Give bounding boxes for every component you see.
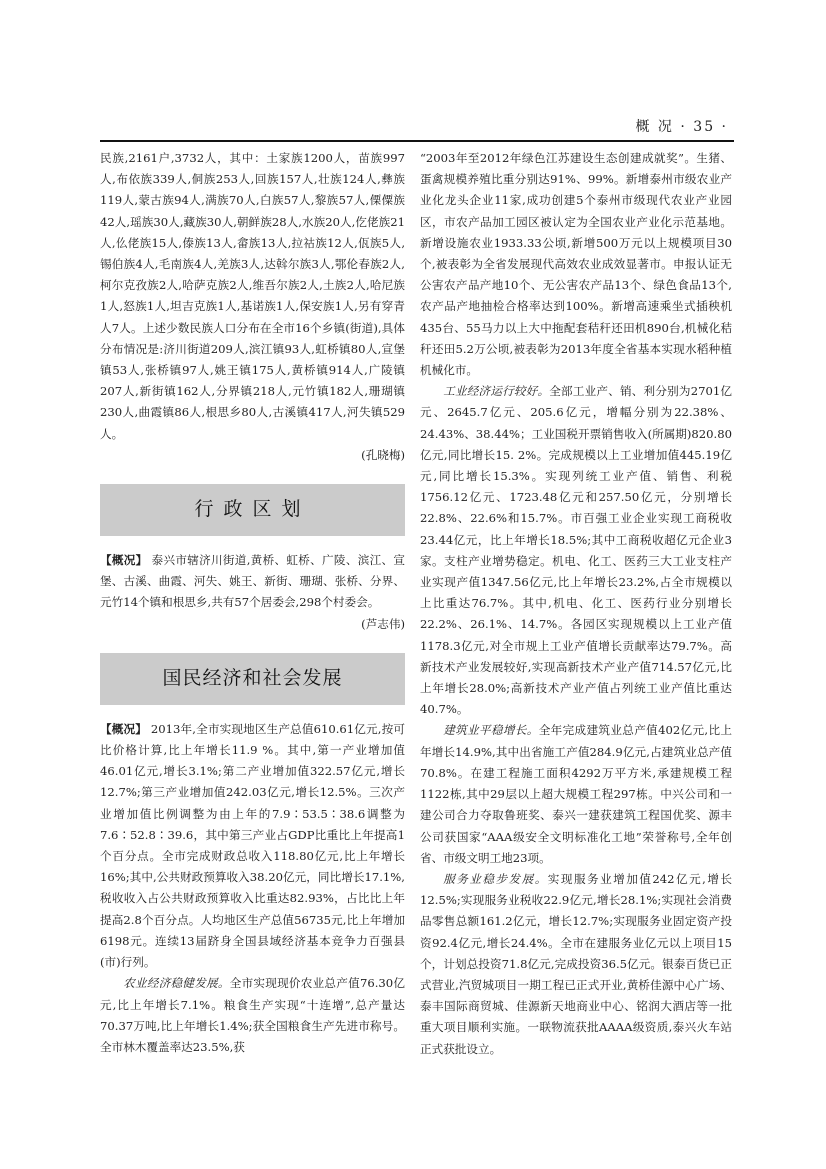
- construction-text: 全年完成建筑业总产值402亿元,比上年增长14.9%,其中出省施工产值284.9亿元,占建筑业总产值70.8%。在建工程施工面积4292万平方米,承建规模工程1122栋,其中29层以上超大规模工程297栋。中兴公司和一建公司合力夺取鲁班奖、泰兴一建获建筑工程国优奖、源丰公司获国家“AAA级安全文明标准化工地”荣誉称号,全年创省、市级文明工地23项。: [420, 723, 732, 865]
- overview-label: 【概况】: [100, 721, 147, 736]
- services-text: 实现服务业增加值242亿元,增长12.5%;实现服务业税收22.9亿元,增长28.1%;实现社会消费品零售总额161.2亿元，增长12.7%;实现服务业固定资产投资92.4亿元,增长24.4%。全市在建服务业亿元以上项目15个，计划总投资71.8亿元,完成投资36.5亿元。银泰百货已正式营业,汽贸城项目一期工程已正式开业,黄桥佳源中心广场、泰丰国际商贸城、佳源新天地商业中心、铭润大酒店等一批重大项目顺利实施。一联物流获批AAAA级资质,泰兴火车站正式获批设立。: [420, 871, 732, 1056]
- right-column: [420, 148, 732, 1060]
- subheading-services: 服务业稳步发展。: [443, 871, 548, 886]
- admin-division-paragraph: [100, 550, 405, 614]
- section-title: 国民经济和社会发展: [162, 667, 343, 690]
- agriculture-continued-paragraph: “2003年至2012年绿色江苏建设生态创建成就奖”。生猪、蛋禽规模养殖比重分别达91%、99%。新增泰州市级农业产业化龙头企业11家,成功创建5个泰州市级现代农业产业园区，市农产品加工园区被认定为全国农业产业化示范基地。新增设施农业1933.33公顷,新增500万元以上规模项目30个,被表彰为全省发展现代高效农业成效显著市。申报认证无公害农产品产地10个、无公害农产品13个、绿色食品13个,农产品产地抽检合格率达到100%。新增高速乘坐式插秧机435台、55马力以上大中拖配套秸秆还田机890台,机械化秸秆还田5.2万公顷,被表彰为2013年度全省基本实现水稻种植机械化市。: [420, 151, 732, 378]
- industry-text: 全部工业产、销、利分别为2701亿元、2645.7亿元、205.6亿元，增幅分别为22.38%、24.43%、38.44%；工业国税开票销售收入(所属期)820.80亿元,同比增长15. 2%。完成规模以上工业增加值445.19亿元,同比增长15.3%。实现列统工业产值、销售、利税1756.12亿元、1723.48亿元和257.50亿元，分别增长22.8%、22.6%和15.7%。市百强工业企业实现工商税收23.44亿元，比上年增长18.5%;其中工商税收超亿元企业3家。支柱产业增势稳定。机电、化工、医药三大工业支柱产业实现产值1347.56亿元,比上年增长23.2%,占全市规模以上比重达76.7%。其中,机电、化工、医药行业分别增长22.2%、26.1%、14.7%。各园区实现规模以上工业产值1178.3亿元,对全市规上工业产值增长贡献率达79.7%。高新技术产业发展较好,实现高新技术产业产值714.57亿元,比上年增长28.0%;高新技术产业产值占列统工业产值比重达40.7%。: [420, 384, 732, 717]
- left-column: [100, 148, 405, 1058]
- author-signature: (孔晓梅): [361, 447, 405, 462]
- overview-text: 2013年,全市实现地区生产总值610.61亿元,按可比价格计算,比上年增长11.9 %。其中,第一产业增加值46.01亿元,增长3.1%;第二产业增加值322.57亿元,增长12.7%;第三产业增加值242.03亿元,增长12.5%。三次产业增加值比例调整为由上年的7.9∶53.5∶38.6调整为7.6∶52.8∶39.6，其中第三产业占GDP比重比上年提高1个百分点。全市完成财政总收入118.80亿元,比上年增长16%;其中,公共财政预算收入38.20亿元，同比增长17.1%,税收收入占公共财政预算收入比重达82.93%，占比比上年提高2.8个百分点。人均地区生产总值56735元,比上年增加6198元。连续13届跻身全国县域经济基本竞争力百强县(市)行列。: [100, 721, 405, 970]
- subheading-construction: 建筑业平稳增长。: [443, 723, 539, 738]
- agriculture-paragraph: [100, 973, 405, 1058]
- economy-overview-paragraph: [100, 719, 405, 973]
- ethnic-paragraph: 民族,2161户,3732人，其中：土家族1200人，苗族997人,布依族339人,侗族253人,回族157人,壮族124人,彝族119人,蒙古族94人,满族70人,白族57人,黎族57人,傈僳族42人,瑶族30人,藏族30人,朝鲜族28人,水族20人,仡佬族21人,仫佬族15人,傣族13人,畲族13人,拉祜族12人,佤族5人,锡伯族4人,毛南族4人,羌族3人,达斡尔族3人,鄂伦春族2人,柯尔克孜族2人,哈萨克族2人,维吾尔族2人,土族2人,哈尼族1人,怒族1人,坦吉克族1人,基诺族1人,保安族1人,另有穿青人7人。上述少数民族人口分布在全市16个乡镇(街道),具体分布情况是:济川街道209人,滨江镇93人,虹桥镇80人,宣堡镇53人,张桥镇97人,姚王镇175人,黄桥镇914人,广陵镇207人,新街镇162人,分界镇218人,元竹镇182人,珊瑚镇230人,曲霞镇86人,根思乡80人,古溪镇417人,河失镇529人。: [100, 151, 405, 441]
- section-heading-economy: [100, 653, 405, 705]
- subheading-agriculture: 农业经济稳健发展。: [123, 976, 230, 991]
- agriculture-text: 全市实现现价农业总产值76.30亿元,比上年增长7.1%。粮食生产实现“十连增”,总产量达70.37万吨,比上年增长1.4%;获全国粮食生产先进市称号。全市林木覆盖率达23.5%,获: [100, 976, 405, 1054]
- header-rule: [100, 140, 734, 142]
- subheading-industry: 工业经济运行较好。: [443, 384, 550, 399]
- author-signature: (芦志伟): [361, 616, 405, 631]
- section-title: 行政区划: [194, 498, 311, 521]
- industry-paragraph: [420, 381, 732, 720]
- construction-paragraph: [420, 720, 732, 868]
- section-heading-admin-division: [100, 484, 405, 536]
- overview-label: 【概况】: [100, 553, 148, 568]
- overview-text: 泰兴市辖济川街道,黄桥、虹桥、广陵、滨江、宣堡、古溪、曲霞、河失、姚王、新街、珊瑚、张桥、分界、元竹14个镇和根思乡,共有57个居委会,298个村委会。: [100, 553, 405, 610]
- running-header: [100, 116, 734, 138]
- services-paragraph: [420, 869, 732, 1060]
- running-title: 概 况 · 35 ·: [635, 119, 728, 135]
